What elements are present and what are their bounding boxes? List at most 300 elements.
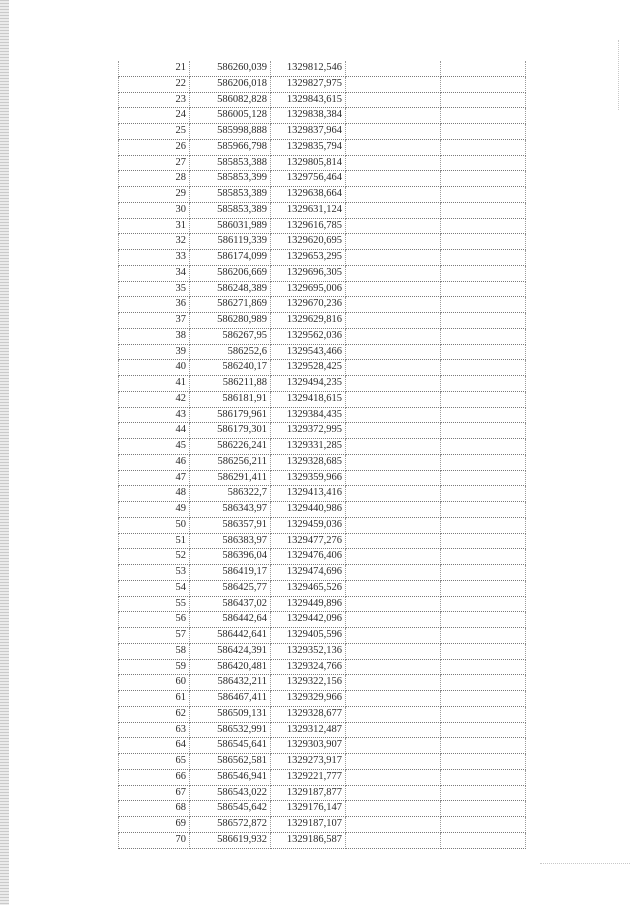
x-coordinate-cell: 586119,339 bbox=[190, 234, 271, 250]
empty-cell bbox=[441, 722, 526, 738]
table-row bbox=[119, 643, 526, 659]
x-coordinate-cell: 586383,97 bbox=[190, 533, 271, 549]
empty-cell bbox=[441, 502, 526, 518]
table-row bbox=[119, 565, 526, 581]
table-row bbox=[119, 628, 526, 644]
empty-cell bbox=[346, 344, 441, 360]
table-row bbox=[119, 328, 526, 344]
x-coordinate-cell: 586291,411 bbox=[190, 470, 271, 486]
y-coordinate-cell: 1329384,435 bbox=[271, 407, 346, 423]
point-number-cell: 27 bbox=[119, 155, 190, 171]
y-coordinate-cell: 1329528,425 bbox=[271, 360, 346, 376]
empty-cell bbox=[346, 817, 441, 833]
y-coordinate-cell: 1329186,587 bbox=[271, 832, 346, 848]
point-number-cell: 47 bbox=[119, 470, 190, 486]
empty-cell bbox=[441, 769, 526, 785]
x-coordinate-cell: 586248,389 bbox=[190, 281, 271, 297]
point-number-cell: 44 bbox=[119, 423, 190, 439]
y-coordinate-cell: 1329812,546 bbox=[271, 61, 346, 76]
empty-cell bbox=[441, 801, 526, 817]
point-number-cell: 25 bbox=[119, 124, 190, 140]
x-coordinate-cell: 586267,95 bbox=[190, 328, 271, 344]
table-row bbox=[119, 234, 526, 250]
x-coordinate-cell: 585966,798 bbox=[190, 139, 271, 155]
empty-cell bbox=[441, 218, 526, 234]
x-coordinate-cell: 586437,02 bbox=[190, 596, 271, 612]
empty-cell bbox=[441, 832, 526, 848]
x-coordinate-cell: 586545,642 bbox=[190, 801, 271, 817]
point-number-cell: 23 bbox=[119, 92, 190, 108]
table-row bbox=[119, 817, 526, 833]
empty-cell bbox=[441, 234, 526, 250]
y-coordinate-cell: 1329324,766 bbox=[271, 659, 346, 675]
empty-cell bbox=[346, 313, 441, 329]
empty-cell bbox=[441, 628, 526, 644]
empty-cell bbox=[346, 486, 441, 502]
x-coordinate-cell: 586543,022 bbox=[190, 785, 271, 801]
table-row bbox=[119, 218, 526, 234]
y-coordinate-cell: 1329449,896 bbox=[271, 596, 346, 612]
x-coordinate-cell: 586420,481 bbox=[190, 659, 271, 675]
table-row bbox=[119, 61, 526, 76]
empty-cell bbox=[346, 234, 441, 250]
empty-cell bbox=[346, 423, 441, 439]
empty-cell bbox=[441, 171, 526, 187]
scan-edge-mark bbox=[618, 40, 620, 110]
table-row bbox=[119, 376, 526, 392]
empty-cell bbox=[346, 675, 441, 691]
table-row bbox=[119, 738, 526, 754]
point-number-cell: 26 bbox=[119, 139, 190, 155]
table-row bbox=[119, 612, 526, 628]
coordinates-table-body bbox=[119, 61, 526, 848]
empty-cell bbox=[441, 785, 526, 801]
y-coordinate-cell: 1329359,966 bbox=[271, 470, 346, 486]
point-number-cell: 32 bbox=[119, 234, 190, 250]
x-coordinate-cell: 586562,581 bbox=[190, 754, 271, 770]
empty-cell bbox=[346, 502, 441, 518]
x-coordinate-cell: 585998,888 bbox=[190, 124, 271, 140]
y-coordinate-cell: 1329312,487 bbox=[271, 722, 346, 738]
table-row bbox=[119, 706, 526, 722]
empty-cell bbox=[441, 565, 526, 581]
x-coordinate-cell: 586271,869 bbox=[190, 297, 271, 313]
empty-cell bbox=[346, 92, 441, 108]
empty-cell bbox=[346, 785, 441, 801]
table-row bbox=[119, 108, 526, 124]
y-coordinate-cell: 1329273,917 bbox=[271, 754, 346, 770]
empty-cell bbox=[346, 376, 441, 392]
table-row bbox=[119, 596, 526, 612]
point-number-cell: 21 bbox=[119, 61, 190, 76]
table-row bbox=[119, 171, 526, 187]
empty-cell bbox=[441, 691, 526, 707]
y-coordinate-cell: 1329459,036 bbox=[271, 517, 346, 533]
empty-cell bbox=[441, 407, 526, 423]
y-coordinate-cell: 1329695,006 bbox=[271, 281, 346, 297]
x-coordinate-cell: 586572,872 bbox=[190, 817, 271, 833]
y-coordinate-cell: 1329440,986 bbox=[271, 502, 346, 518]
x-coordinate-cell: 585853,389 bbox=[190, 187, 271, 203]
x-coordinate-cell: 586396,04 bbox=[190, 549, 271, 565]
empty-cell bbox=[441, 675, 526, 691]
point-number-cell: 63 bbox=[119, 722, 190, 738]
point-number-cell: 42 bbox=[119, 391, 190, 407]
empty-cell bbox=[441, 706, 526, 722]
empty-cell bbox=[346, 281, 441, 297]
point-number-cell: 36 bbox=[119, 297, 190, 313]
empty-cell bbox=[346, 549, 441, 565]
point-number-cell: 67 bbox=[119, 785, 190, 801]
y-coordinate-cell: 1329303,907 bbox=[271, 738, 346, 754]
empty-cell bbox=[346, 187, 441, 203]
y-coordinate-cell: 1329476,406 bbox=[271, 549, 346, 565]
point-number-cell: 56 bbox=[119, 612, 190, 628]
table-row bbox=[119, 754, 526, 770]
table-row bbox=[119, 549, 526, 565]
y-coordinate-cell: 1329329,966 bbox=[271, 691, 346, 707]
point-number-cell: 43 bbox=[119, 407, 190, 423]
x-coordinate-cell: 586619,932 bbox=[190, 832, 271, 848]
x-coordinate-cell: 586226,241 bbox=[190, 439, 271, 455]
x-coordinate-cell: 586206,018 bbox=[190, 76, 271, 92]
x-coordinate-cell: 586181,91 bbox=[190, 391, 271, 407]
point-number-cell: 53 bbox=[119, 565, 190, 581]
table-row bbox=[119, 659, 526, 675]
empty-cell bbox=[441, 187, 526, 203]
x-coordinate-cell: 586240,17 bbox=[190, 360, 271, 376]
point-number-cell: 33 bbox=[119, 250, 190, 266]
scan-binding-strip bbox=[0, 0, 9, 905]
table-row bbox=[119, 832, 526, 848]
empty-cell bbox=[346, 801, 441, 817]
empty-cell bbox=[441, 754, 526, 770]
empty-cell bbox=[441, 817, 526, 833]
table-row bbox=[119, 801, 526, 817]
point-number-cell: 40 bbox=[119, 360, 190, 376]
empty-cell bbox=[441, 533, 526, 549]
y-coordinate-cell: 1329616,785 bbox=[271, 218, 346, 234]
y-coordinate-cell: 1329442,096 bbox=[271, 612, 346, 628]
empty-cell bbox=[441, 360, 526, 376]
point-number-cell: 48 bbox=[119, 486, 190, 502]
y-coordinate-cell: 1329187,877 bbox=[271, 785, 346, 801]
x-coordinate-cell: 586179,301 bbox=[190, 423, 271, 439]
y-coordinate-cell: 1329562,036 bbox=[271, 328, 346, 344]
point-number-cell: 29 bbox=[119, 187, 190, 203]
table-row bbox=[119, 124, 526, 140]
empty-cell bbox=[346, 297, 441, 313]
empty-cell bbox=[441, 124, 526, 140]
empty-cell bbox=[346, 139, 441, 155]
table-row bbox=[119, 470, 526, 486]
table-row bbox=[119, 391, 526, 407]
table-row bbox=[119, 76, 526, 92]
point-number-cell: 61 bbox=[119, 691, 190, 707]
empty-cell bbox=[441, 61, 526, 76]
y-coordinate-cell: 1329221,777 bbox=[271, 769, 346, 785]
table-row bbox=[119, 423, 526, 439]
empty-cell bbox=[441, 344, 526, 360]
point-number-cell: 39 bbox=[119, 344, 190, 360]
table-row bbox=[119, 344, 526, 360]
y-coordinate-cell: 1329835,794 bbox=[271, 139, 346, 155]
x-coordinate-cell: 586546,941 bbox=[190, 769, 271, 785]
empty-cell bbox=[346, 533, 441, 549]
x-coordinate-cell: 586280,989 bbox=[190, 313, 271, 329]
empty-cell bbox=[346, 659, 441, 675]
empty-cell bbox=[346, 265, 441, 281]
empty-cell bbox=[441, 439, 526, 455]
empty-cell bbox=[346, 596, 441, 612]
empty-cell bbox=[346, 171, 441, 187]
table-row bbox=[119, 454, 526, 470]
x-coordinate-cell: 586432,211 bbox=[190, 675, 271, 691]
empty-cell bbox=[346, 643, 441, 659]
y-coordinate-cell: 1329328,677 bbox=[271, 706, 346, 722]
y-coordinate-cell: 1329653,295 bbox=[271, 250, 346, 266]
empty-cell bbox=[441, 313, 526, 329]
x-coordinate-cell: 586256,211 bbox=[190, 454, 271, 470]
point-number-cell: 31 bbox=[119, 218, 190, 234]
empty-cell bbox=[441, 155, 526, 171]
table-row bbox=[119, 250, 526, 266]
y-coordinate-cell: 1329176,147 bbox=[271, 801, 346, 817]
y-coordinate-cell: 1329837,964 bbox=[271, 124, 346, 140]
empty-cell bbox=[346, 124, 441, 140]
point-number-cell: 38 bbox=[119, 328, 190, 344]
empty-cell bbox=[346, 407, 441, 423]
point-number-cell: 41 bbox=[119, 376, 190, 392]
x-coordinate-cell: 586005,128 bbox=[190, 108, 271, 124]
empty-cell bbox=[441, 376, 526, 392]
point-number-cell: 34 bbox=[119, 265, 190, 281]
y-coordinate-cell: 1329372,995 bbox=[271, 423, 346, 439]
point-number-cell: 30 bbox=[119, 202, 190, 218]
empty-cell bbox=[441, 454, 526, 470]
y-coordinate-cell: 1329477,276 bbox=[271, 533, 346, 549]
y-coordinate-cell: 1329638,664 bbox=[271, 187, 346, 203]
y-coordinate-cell: 1329756,464 bbox=[271, 171, 346, 187]
empty-cell bbox=[441, 76, 526, 92]
empty-cell bbox=[346, 769, 441, 785]
table-row bbox=[119, 722, 526, 738]
y-coordinate-cell: 1329631,124 bbox=[271, 202, 346, 218]
point-number-cell: 37 bbox=[119, 313, 190, 329]
x-coordinate-cell: 586322,7 bbox=[190, 486, 271, 502]
y-coordinate-cell: 1329827,975 bbox=[271, 76, 346, 92]
y-coordinate-cell: 1329843,615 bbox=[271, 92, 346, 108]
table-row bbox=[119, 439, 526, 455]
y-coordinate-cell: 1329418,615 bbox=[271, 391, 346, 407]
y-coordinate-cell: 1329543,466 bbox=[271, 344, 346, 360]
empty-cell bbox=[346, 470, 441, 486]
table-row bbox=[119, 313, 526, 329]
y-coordinate-cell: 1329465,526 bbox=[271, 580, 346, 596]
empty-cell bbox=[441, 202, 526, 218]
y-coordinate-cell: 1329494,235 bbox=[271, 376, 346, 392]
point-number-cell: 45 bbox=[119, 439, 190, 455]
x-coordinate-cell: 586031,989 bbox=[190, 218, 271, 234]
table-row bbox=[119, 785, 526, 801]
x-coordinate-cell: 586509,131 bbox=[190, 706, 271, 722]
empty-cell bbox=[346, 202, 441, 218]
table-row bbox=[119, 297, 526, 313]
table-row bbox=[119, 265, 526, 281]
x-coordinate-cell: 586545,641 bbox=[190, 738, 271, 754]
y-coordinate-cell: 1329352,136 bbox=[271, 643, 346, 659]
empty-cell bbox=[441, 297, 526, 313]
y-coordinate-cell: 1329405,596 bbox=[271, 628, 346, 644]
point-number-cell: 58 bbox=[119, 643, 190, 659]
x-coordinate-cell: 585853,388 bbox=[190, 155, 271, 171]
table-row bbox=[119, 139, 526, 155]
table-row bbox=[119, 407, 526, 423]
empty-cell bbox=[346, 580, 441, 596]
empty-cell bbox=[346, 706, 441, 722]
x-coordinate-cell: 586206,669 bbox=[190, 265, 271, 281]
point-number-cell: 60 bbox=[119, 675, 190, 691]
point-number-cell: 70 bbox=[119, 832, 190, 848]
table-row bbox=[119, 533, 526, 549]
x-coordinate-cell: 585853,389 bbox=[190, 202, 271, 218]
empty-cell bbox=[441, 92, 526, 108]
empty-cell bbox=[441, 643, 526, 659]
empty-cell bbox=[441, 596, 526, 612]
empty-cell bbox=[346, 155, 441, 171]
empty-cell bbox=[346, 328, 441, 344]
table-row bbox=[119, 769, 526, 785]
table-row bbox=[119, 580, 526, 596]
empty-cell bbox=[441, 517, 526, 533]
x-coordinate-cell: 586419,17 bbox=[190, 565, 271, 581]
empty-cell bbox=[346, 360, 441, 376]
empty-cell bbox=[346, 391, 441, 407]
table-row bbox=[119, 202, 526, 218]
table-row bbox=[119, 281, 526, 297]
point-number-cell: 50 bbox=[119, 517, 190, 533]
y-coordinate-cell: 1329629,816 bbox=[271, 313, 346, 329]
y-coordinate-cell: 1329696,305 bbox=[271, 265, 346, 281]
empty-cell bbox=[441, 391, 526, 407]
table-row bbox=[119, 155, 526, 171]
y-coordinate-cell: 1329474,696 bbox=[271, 565, 346, 581]
point-number-cell: 46 bbox=[119, 454, 190, 470]
point-number-cell: 24 bbox=[119, 108, 190, 124]
point-number-cell: 51 bbox=[119, 533, 190, 549]
point-number-cell: 68 bbox=[119, 801, 190, 817]
empty-cell bbox=[441, 265, 526, 281]
point-number-cell: 65 bbox=[119, 754, 190, 770]
empty-cell bbox=[441, 612, 526, 628]
x-coordinate-cell: 586532,991 bbox=[190, 722, 271, 738]
x-coordinate-cell: 586260,039 bbox=[190, 61, 271, 76]
x-coordinate-cell: 586424,391 bbox=[190, 643, 271, 659]
point-number-cell: 35 bbox=[119, 281, 190, 297]
x-coordinate-cell: 586467,411 bbox=[190, 691, 271, 707]
empty-cell bbox=[441, 328, 526, 344]
point-number-cell: 49 bbox=[119, 502, 190, 518]
empty-cell bbox=[441, 580, 526, 596]
coordinates-table bbox=[118, 61, 526, 849]
y-coordinate-cell: 1329838,384 bbox=[271, 108, 346, 124]
point-number-cell: 62 bbox=[119, 706, 190, 722]
empty-cell bbox=[346, 517, 441, 533]
x-coordinate-cell: 586442,641 bbox=[190, 628, 271, 644]
empty-cell bbox=[346, 832, 441, 848]
empty-cell bbox=[441, 250, 526, 266]
y-coordinate-cell: 1329620,695 bbox=[271, 234, 346, 250]
y-coordinate-cell: 1329187,107 bbox=[271, 817, 346, 833]
empty-cell bbox=[441, 486, 526, 502]
y-coordinate-cell: 1329322,156 bbox=[271, 675, 346, 691]
point-number-cell: 28 bbox=[119, 171, 190, 187]
empty-cell bbox=[441, 423, 526, 439]
x-coordinate-cell: 586211,88 bbox=[190, 376, 271, 392]
x-coordinate-cell: 586179,961 bbox=[190, 407, 271, 423]
table-row bbox=[119, 691, 526, 707]
x-coordinate-cell: 586252,6 bbox=[190, 344, 271, 360]
point-number-cell: 54 bbox=[119, 580, 190, 596]
x-coordinate-cell: 586174,099 bbox=[190, 250, 271, 266]
empty-cell bbox=[441, 139, 526, 155]
empty-cell bbox=[346, 738, 441, 754]
point-number-cell: 64 bbox=[119, 738, 190, 754]
empty-cell bbox=[346, 454, 441, 470]
empty-cell bbox=[441, 470, 526, 486]
empty-cell bbox=[346, 108, 441, 124]
y-coordinate-cell: 1329413,416 bbox=[271, 486, 346, 502]
table-row bbox=[119, 360, 526, 376]
empty-cell bbox=[346, 439, 441, 455]
scan-edge-mark-bottom bbox=[540, 863, 630, 865]
x-coordinate-cell: 586425,77 bbox=[190, 580, 271, 596]
empty-cell bbox=[346, 754, 441, 770]
point-number-cell: 57 bbox=[119, 628, 190, 644]
point-number-cell: 55 bbox=[119, 596, 190, 612]
empty-cell bbox=[346, 628, 441, 644]
empty-cell bbox=[346, 61, 441, 76]
empty-cell bbox=[441, 281, 526, 297]
x-coordinate-cell: 585853,399 bbox=[190, 171, 271, 187]
empty-cell bbox=[346, 250, 441, 266]
x-coordinate-cell: 586082,828 bbox=[190, 92, 271, 108]
table-row bbox=[119, 517, 526, 533]
x-coordinate-cell: 586357,91 bbox=[190, 517, 271, 533]
empty-cell bbox=[441, 108, 526, 124]
y-coordinate-cell: 1329331,285 bbox=[271, 439, 346, 455]
point-number-cell: 22 bbox=[119, 76, 190, 92]
y-coordinate-cell: 1329805,814 bbox=[271, 155, 346, 171]
y-coordinate-cell: 1329670,236 bbox=[271, 297, 346, 313]
empty-cell bbox=[346, 76, 441, 92]
point-number-cell: 52 bbox=[119, 549, 190, 565]
point-number-cell: 59 bbox=[119, 659, 190, 675]
table-row bbox=[119, 502, 526, 518]
table-row bbox=[119, 187, 526, 203]
empty-cell bbox=[346, 722, 441, 738]
empty-cell bbox=[346, 565, 441, 581]
empty-cell bbox=[346, 691, 441, 707]
table-row bbox=[119, 675, 526, 691]
x-coordinate-cell: 586442,64 bbox=[190, 612, 271, 628]
empty-cell bbox=[441, 738, 526, 754]
y-coordinate-cell: 1329328,685 bbox=[271, 454, 346, 470]
empty-cell bbox=[346, 612, 441, 628]
point-number-cell: 69 bbox=[119, 817, 190, 833]
empty-cell bbox=[346, 218, 441, 234]
empty-cell bbox=[441, 659, 526, 675]
